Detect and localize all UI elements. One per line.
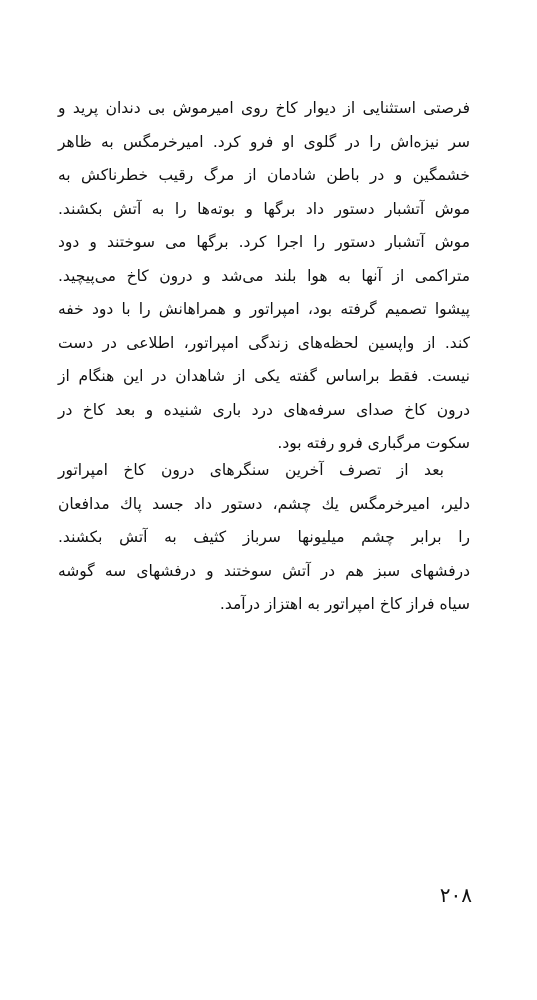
paragraph-2-line-5: سیاه فراز کاخ امپراتور به اهتزاز درآمد. (219, 595, 470, 613)
paragraph-2-line-1: بعد از تصرف آخرین سنگرهای درون کاخ امپراتور (58, 461, 444, 479)
paragraph-1-line-3: خشمگین و در باطن شادمان از مرگ رقیب خطرناکش به (58, 166, 470, 184)
paragraph-1-line-9: نیست. فقط براساس گفته یکی از شاهدان در این هنگام از (58, 367, 470, 385)
paragraph-2-line-2: دلیر، امیرخرمگس یك چشم، دستور داد جسد پاك مدافعان (58, 494, 470, 513)
paragraph-1 (58, 92, 470, 461)
paragraph-2-line-3: را برابر چشم میلیونها سرباز کثیف به آتش بکشند. (58, 528, 470, 546)
paragraph-1-line-10: درون کاخ صدای سرفه‌های درد باری شنیده و بعد کاخ در (58, 400, 470, 419)
paragraph-1-line-8: کند. از واپسین لحظه‌های زندگی امپراتور، اطلاعی در دست (58, 333, 470, 352)
paragraph-1-line-7: پیشوا تصمیم گرفته بود، امپراتور و همراهانش را با دود خفه (58, 300, 470, 318)
paragraph-2-line-4: درفشهای سبز هم در آتش سوختند و درفشهای سه گوشه (58, 561, 470, 580)
paragraph-1-line-6: متراکمی از آنها به هوا بلند می‌شد و درون کاخ می‌پیچید. (58, 266, 470, 285)
page-number: ۲۰۸ (439, 883, 472, 907)
paragraph-1-line-4: موش آتشبار دستور داد برگها و بوته‌ها را به آتش بکشند. (58, 199, 470, 218)
paragraph-1-line-11: سکوت مرگباری فرو رفته بود. (277, 434, 470, 452)
paragraph-1-line-2: سر نیزه‌اش را در گلوی او فرو کرد. امیرخرمگس به ظاهر (58, 132, 470, 151)
paragraph-1-line-5: موش آتشبار دستور را اجرا کرد. برگها می سوختند و دود (58, 233, 470, 251)
paragraph-1-line-1: فرصتی استثنایی از دیوار کاخ روی امیرموش بی دندان پرید و (58, 99, 470, 117)
paragraph-2 (58, 454, 470, 622)
